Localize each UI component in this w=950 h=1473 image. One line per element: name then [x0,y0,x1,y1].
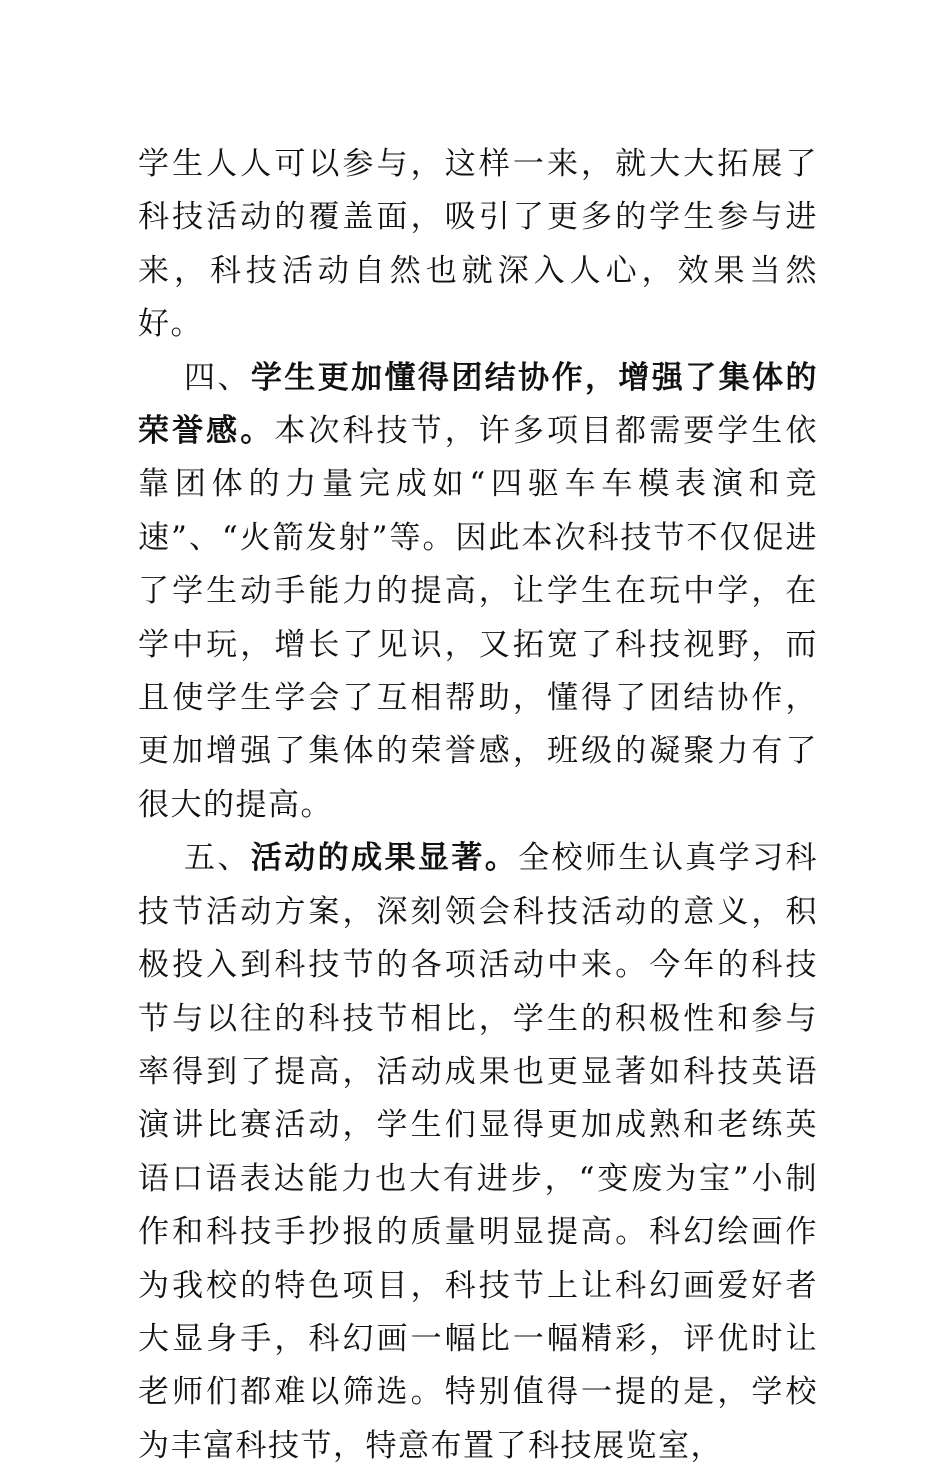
section-number: 四、 [184,359,251,396]
body-text-column [138,138,818,1473]
paragraph-section-five [138,832,818,1473]
paragraph-body: 本次科技节，许多项目都需要学生依靠团体的力量完成如“四驱车车模表演和竞速”、“火箭发射”等。因此本次科技节不仅促进了学生动手能力的提高，让学生在玩中学，在学中玩，增长了见识，又拓宽了科技视野，而且使学生学会了互相帮助，懂得了团结协作，更加增强了集体的荣誉感，班级的凝聚力有了很大的提高。 [138,413,819,823]
paragraph-body: 全校师生认真学习科技节活动方案，深刻领会科技活动的意义，积极投入到科技节的各项活动中来。今年的科技节与以往的科技节相比，学生的积极性和参与率得到了提高，活动成果也更显著如科技英语演讲比赛活动，学生们显得更加成熟和老练英语口语表达能力也大有进步，“变废为宝”小制作和科技手抄报的质量明显提高。科幻绘画作为我校的特色项目，科技节上让科幻画爱好者大显身手，科幻画一幅比一幅精彩，评优时让老师们都难以筛选。特别值得一提的是，学校为丰富科技节，特意布置了科技展览室， [138,840,819,1464]
paragraph-continuation [138,138,818,352]
paragraph-section-four [138,352,818,833]
paragraph-body: 学生人人可以参与，这样一来，就大大拓展了科技活动的覆盖面，吸引了更多的学生参与进来，科技活动自然也就深入人心，效果当然好。 [138,146,818,343]
section-heading: 学生更加懂得团结协作，增强了集体的荣誉感。 [138,359,819,450]
section-heading: 活动的成果显著。 [250,840,519,877]
section-number: 五、 [184,840,251,877]
